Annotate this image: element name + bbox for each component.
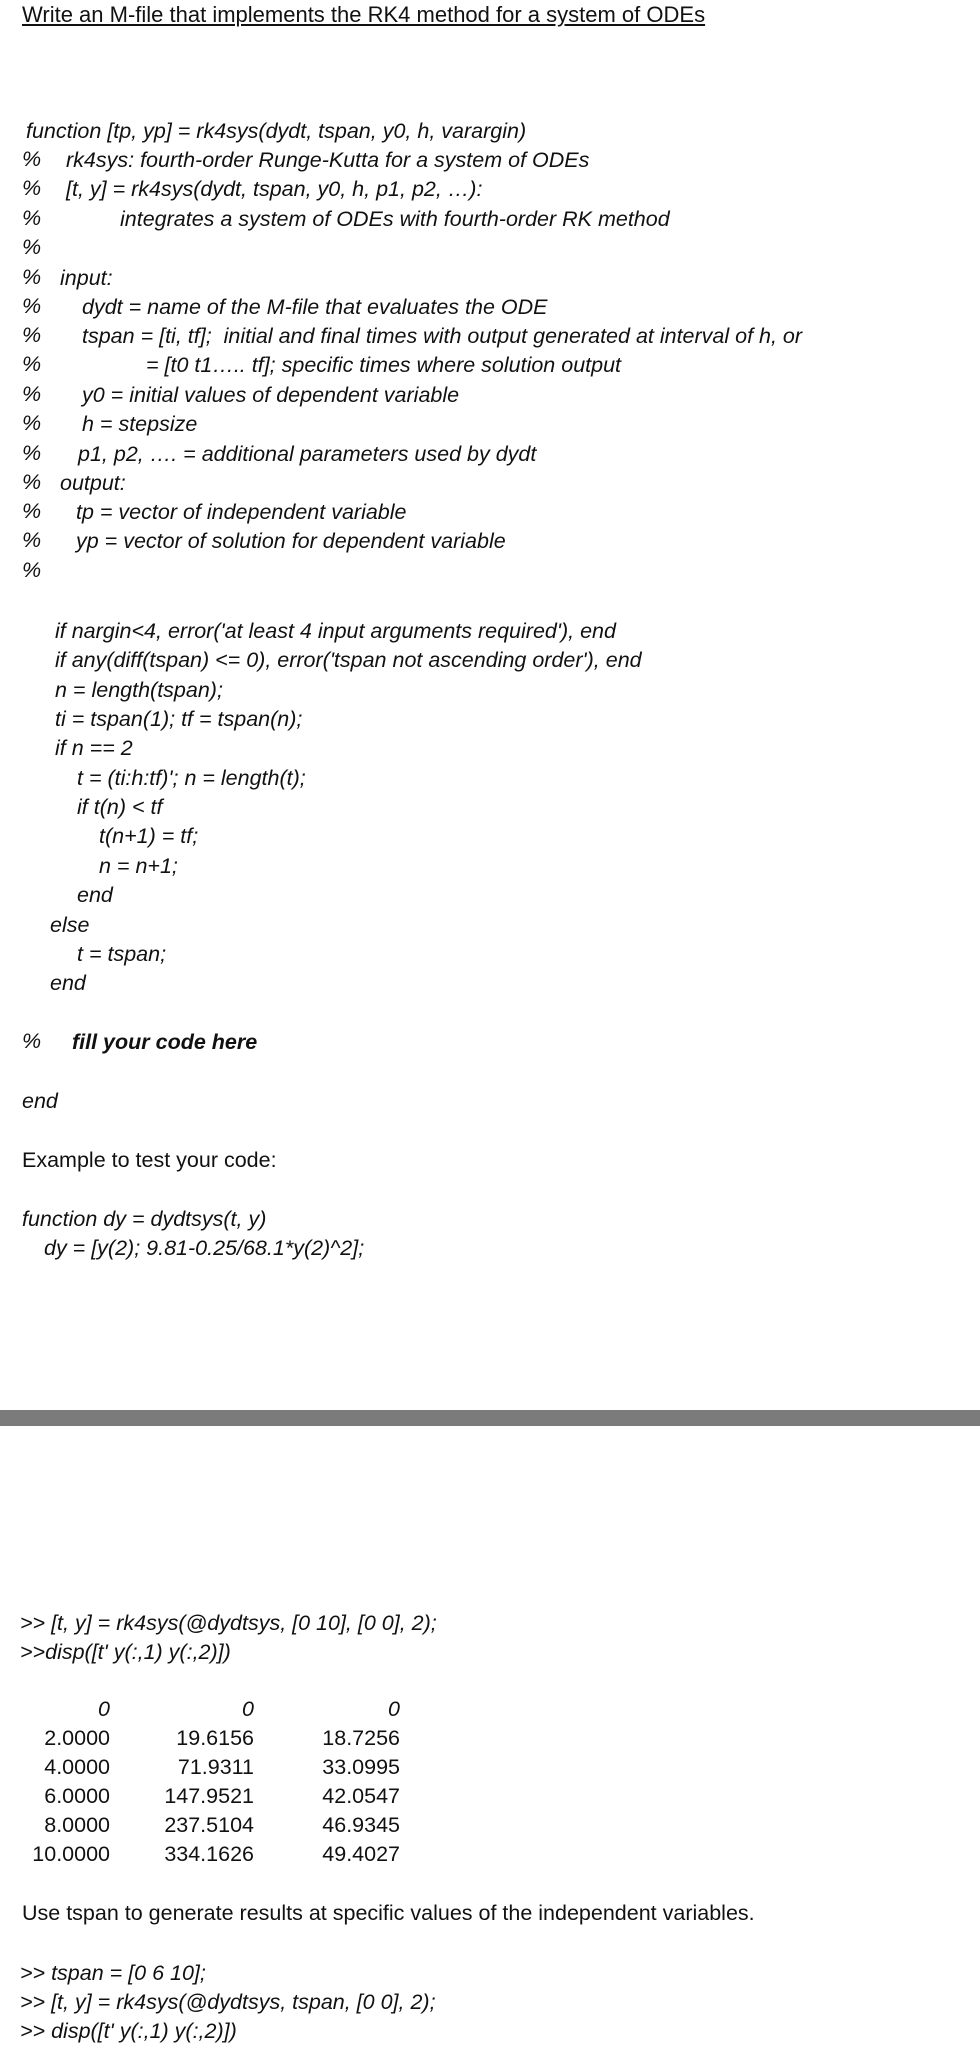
comment-marker: %: [22, 147, 42, 171]
table-cell: 0: [242, 1697, 254, 1721]
comment-marker: %: [22, 441, 42, 465]
code-line: ti = tspan(1); tf = tspan(n);: [55, 707, 303, 731]
command-line: >> disp([t' y(:,1) y(:,2)]): [20, 2019, 237, 2043]
fill-comment-marker: %: [22, 1029, 42, 1053]
comment-line: y0 = initial values of dependent variable: [82, 383, 460, 407]
comment-line: tspan = [ti, tf]; initial and final times with output generated at interval of h, or: [82, 324, 803, 348]
page-divider: [0, 1410, 980, 1426]
comment-line: h = stepsize: [82, 412, 198, 436]
table-cell: 71.9311: [177, 1755, 254, 1779]
example-label: Example to test your code:: [22, 1148, 277, 1172]
comment-line: = [t0 t1….. tf]; specific times where solution output: [146, 353, 622, 377]
page-title: Write an M-file that implements the RK4 method for a system of ODEs: [22, 2, 706, 27]
comment-line: rk4sys: fourth-order Runge-Kutta for a system of ODEs: [66, 148, 590, 172]
table-cell: 0: [388, 1697, 400, 1721]
example-function-line: function dy = dydtsys(t, y): [22, 1207, 267, 1231]
table-cell: 237.5104: [164, 1813, 254, 1837]
comment-line: [t, y] = rk4sys(dydt, tspan, y0, h, p1, p2, …):: [66, 177, 483, 201]
command-line: >> [t, y] = rk4sys(@dydtsys, tspan, [0 0], 2);: [20, 1990, 436, 2014]
code-line: n = length(tspan);: [55, 678, 223, 702]
code-line: if any(diff(tspan) <= 0), error('tspan not ascending order'), end: [55, 648, 642, 672]
table-cell: 147.9521: [164, 1784, 254, 1808]
command-line: >>disp([t' y(:,1) y(:,2)]): [20, 1640, 231, 1664]
comment-line: output:: [60, 471, 126, 495]
table-cell: 18.7256: [322, 1726, 400, 1750]
code-line: n = n+1;: [99, 854, 178, 878]
code-line: else: [50, 913, 90, 937]
table-cell: 42.0547: [322, 1784, 400, 1808]
table-cell: 8.0000: [44, 1813, 110, 1837]
comment-marker: %: [22, 323, 42, 347]
comment-line: yp = vector of solution for dependent variable: [76, 529, 506, 553]
comment-line: tp = vector of independent variable: [76, 500, 407, 524]
comment-line: p1, p2, …. = additional parameters used by dydt: [78, 442, 537, 466]
table-cell: 49.4027: [322, 1842, 400, 1866]
code-line: if n == 2: [55, 736, 133, 760]
comment-marker: %: [22, 499, 42, 523]
command-line: >> [t, y] = rk4sys(@dydtsys, [0 10], [0 0], 2);: [20, 1611, 437, 1635]
comment-marker: %: [22, 411, 42, 435]
comment-marker: %: [22, 382, 42, 406]
fill-code-instruction: fill your code here: [72, 1030, 258, 1054]
comment-marker: %: [22, 294, 42, 318]
code-line: if nargin<4, error('at least 4 input arguments required'), end: [55, 619, 616, 643]
comment-marker: %: [22, 528, 42, 552]
table-cell: 4.0000: [44, 1755, 110, 1779]
code-line: t(n+1) = tf;: [99, 824, 199, 848]
table-cell: 33.0995: [322, 1755, 400, 1779]
comment-marker: %: [22, 352, 42, 376]
code-line: t = tspan;: [77, 942, 167, 966]
comment-line: input:: [60, 266, 113, 290]
comment-marker: %: [22, 265, 42, 289]
comment-line: integrates a system of ODEs with fourth-order RK method: [120, 207, 670, 231]
code-line: t = (ti:h:tf)'; n = length(t);: [77, 766, 306, 790]
table-cell: 334.1626: [164, 1842, 254, 1866]
command-line: >> tspan = [0 6 10];: [20, 1961, 206, 1985]
comment-marker: %: [22, 558, 42, 582]
table-cell: 0: [98, 1697, 110, 1721]
comment-marker: %: [22, 176, 42, 200]
table-cell: 2.0000: [44, 1726, 110, 1750]
comment-marker: %: [22, 206, 42, 230]
table-cell: 19.6156: [176, 1726, 254, 1750]
function-signature: function [tp, yp] = rk4sys(dydt, tspan, y0, h, varargin): [26, 119, 527, 143]
comment-marker: %: [22, 470, 42, 494]
example-function-line: dy = [y(2); 9.81-0.25/68.1*y(2)^2];: [44, 1236, 365, 1260]
comment-marker: %: [22, 235, 42, 259]
code-line: if t(n) < tf: [77, 795, 163, 819]
code-line: end: [50, 971, 86, 995]
end-keyword: end: [22, 1089, 58, 1113]
code-line: end: [77, 883, 113, 907]
table-cell: 46.9345: [322, 1813, 400, 1837]
comment-line: dydt = name of the M-file that evaluates the ODE: [82, 295, 548, 319]
table-cell: 6.0000: [44, 1784, 110, 1808]
table-cell: 10.0000: [32, 1842, 110, 1866]
tspan-note: Use tspan to generate results at specific values of the independent variables.: [22, 1901, 755, 1925]
